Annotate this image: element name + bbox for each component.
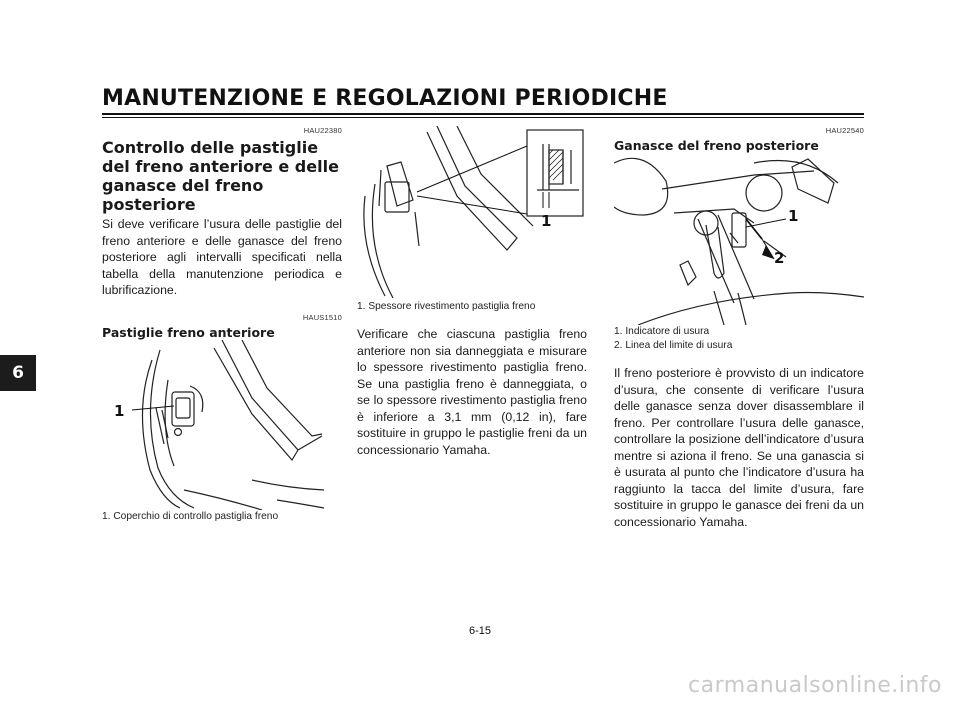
figure-caption-1: 1. Indicatore di usura — [614, 326, 710, 337]
subsection-heading: Ganasce del freno posteriore — [614, 138, 819, 153]
rear-brake-illustration — [614, 153, 864, 325]
pad-thickness-illustration — [357, 126, 587, 298]
subsection-code: HAUS1510 — [302, 312, 342, 322]
page-title: MANUTENZIONE E REGOLAZIONI PERIODICHE — [102, 86, 668, 111]
column-rear-shoes — [614, 126, 864, 530]
section-code: HAU22380 — [303, 126, 342, 135]
figure-caption: 1. Spessore rivestimento pastiglia freno — [357, 301, 536, 312]
figure-callout-2: 2 — [774, 249, 785, 267]
section-code: HAU22540 — [825, 126, 864, 135]
shoe-inspection-paragraph: Il freno posteriore è provvisto di un indicatore d’usura, che consente di verificare l’usura delle ganasce senza dover disassemblare il freno. Per controllare l’usura delle ganasce, controllare la posizione dell’indicatore d’usura mentre si aziona il freno. Se una ganascia si è usurata al punto che l’indicatore d’usura ha raggiunto la tacca del limite d’usura, fare sostituire in gruppo le ganasce dei freni da un concessionario Yamaha. — [614, 366, 864, 529]
figure-callout-1: 1 — [114, 401, 125, 420]
figure-caption-2: 2. Linea del limite di usura — [614, 340, 733, 351]
section-heading: Controllo delle pastiglie del freno anteriore e delle ganasce del freno posteriore — [102, 138, 339, 214]
figure-callout-1: 1 — [788, 207, 799, 225]
figure-callout-1: 1 — [541, 212, 552, 230]
watermark: carmanualsonline.info — [688, 673, 942, 698]
title-rule-thin — [102, 117, 864, 118]
intro-paragraph: Si deve verificare l’usura delle pastiglie del freno anteriore e delle ganasce del freno posteriore agli intervalli specificati nella tabella della manutenzione periodica e lubrificazione. — [102, 217, 342, 297]
page-number: 6-15 — [468, 625, 492, 637]
pad-inspection-paragraph: Verificare che ciascuna pastiglia freno anteriore non sia danneggiata e misurare lo spessore rivestimento pastiglia freno. Se una pastiglia freno è danneggiata, o se lo spessore rivestimento pastiglia freno è inferiore a 3,1 mm (0,12 in), fare sostituire in gruppo le pastiglie freni da un concessionario Yamaha. — [357, 327, 587, 457]
chapter-tab[interactable]: 6 — [0, 355, 36, 391]
figure-caption: 1. Coperchio di controllo pastiglia freno — [102, 510, 279, 522]
title-rule — [102, 113, 864, 115]
front-brake-illustration — [102, 340, 342, 510]
column-front-pads — [102, 126, 342, 524]
column-pad-thickness — [357, 126, 587, 458]
subsection-heading: Pastiglie freno anteriore — [102, 324, 275, 340]
